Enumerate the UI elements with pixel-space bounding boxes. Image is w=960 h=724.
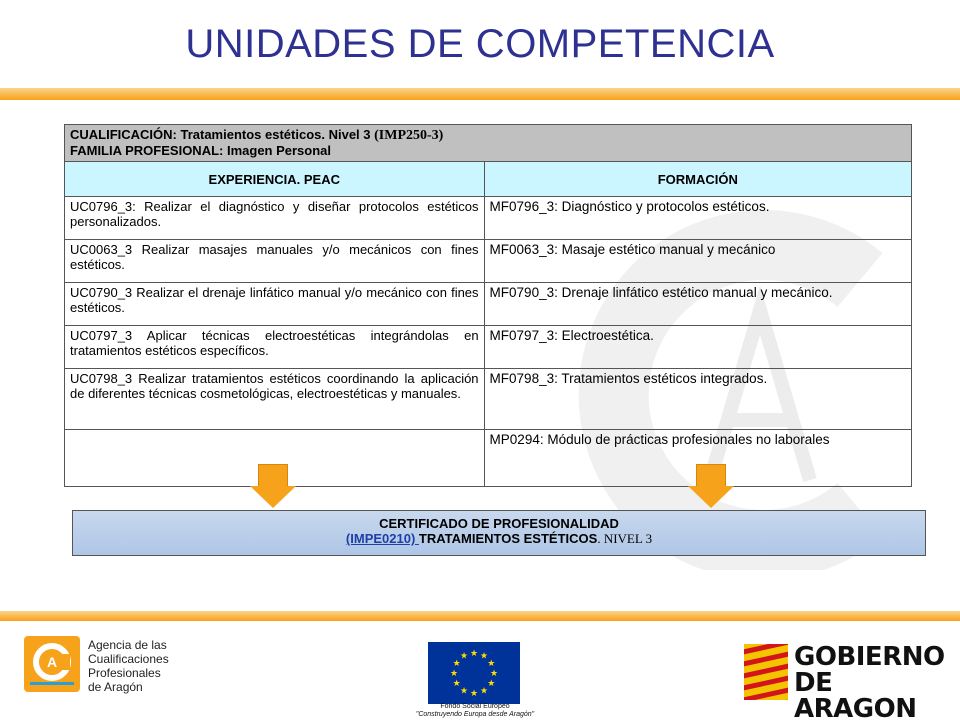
module-cell: MF0796_3: Diagnóstico y protocolos estéticos. — [484, 197, 911, 240]
qualification-code: (IMP250-3) — [374, 128, 444, 143]
aca-line: Profesionales — [88, 666, 161, 680]
gobierno-aragon-text — [794, 644, 945, 722]
eu-flag-icon — [428, 642, 520, 704]
table-row — [65, 326, 912, 369]
svg-text:A: A — [46, 654, 58, 670]
module-cell: MF0798_3: Tratamientos estéticos integrados. — [484, 369, 911, 430]
eu-star-icon: ★ — [452, 658, 461, 668]
table-row — [65, 430, 912, 487]
eu-star-icon: ★ — [449, 668, 459, 678]
eu-star-icon: ★ — [469, 688, 479, 698]
unit-cell: UC0790_3 Realizar el drenaje linfático manual y/o mecánico con fines estéticos. — [65, 283, 485, 326]
eu-star-icon: ★ — [459, 685, 469, 696]
arrow-down-icon — [250, 464, 296, 508]
aca-line: Cualificaciones — [88, 652, 169, 666]
unit-cell: UC0796_3: Realizar el diagnóstico y diseñar protocolos estéticos personalizados. — [65, 197, 485, 240]
competency-table — [64, 124, 912, 487]
table-row — [65, 283, 912, 326]
bottom-orange-bar — [0, 611, 960, 621]
eu-star-icon: ★ — [487, 678, 496, 688]
certificate-line — [73, 531, 925, 547]
column-header-row — [65, 162, 912, 197]
top-orange-bar — [0, 88, 960, 100]
eu-star-icon: ★ — [452, 678, 461, 688]
page-title: UNIDADES DE COMPETENCIA — [185, 22, 775, 66]
family-label: FAMILIA PROFESIONAL — [70, 143, 220, 158]
gob-line: DE ARAGON — [794, 668, 917, 724]
gobierno-aragon-logo — [744, 642, 945, 724]
eu-star-icon: ★ — [469, 648, 479, 658]
certificate-box — [72, 510, 926, 556]
unit-cell: UC0063_3 Realizar masajes manuales y/o mecánicos con fines estéticos. — [65, 240, 485, 283]
qualification-label: CUALIFICACIÓN — [70, 127, 173, 142]
table-row — [65, 240, 912, 283]
eu-caption-line1: Fondo Social Europeo — [440, 703, 510, 710]
qualification-header-row — [65, 125, 912, 162]
module-cell: MF0063_3: Masaje estético manual y mecánico — [484, 240, 911, 283]
eu-star-icon: ★ — [487, 658, 496, 668]
eu-star-icon: ★ — [479, 685, 489, 696]
eu-caption-line2: "Construyendo Europa desde Aragón" — [415, 711, 535, 718]
certificate-name: TRATAMIENTOS ESTÉTICOS — [418, 531, 598, 546]
certificate-heading: CERTIFICADO DE PROFESIONALIDAD — [379, 516, 619, 531]
arrow-down-icon — [688, 464, 734, 508]
aca-line: de Aragón — [88, 680, 143, 694]
family-value: : Imagen Personal — [219, 143, 332, 158]
eu-star-icon: ★ — [459, 650, 469, 661]
table-row — [65, 197, 912, 240]
unit-cell: UC0797_3 Aplicar técnicas electroestéticas integrándolas en tratamientos estéticos específicos. — [65, 326, 485, 369]
aca-line: Agencia de las — [88, 638, 167, 652]
aca-emblem-icon — [24, 636, 80, 692]
eu-caption — [405, 703, 545, 719]
column-header-experience: EXPERIENCIA. PEAC — [65, 162, 485, 197]
unit-cell: UC0798_3 Realizar tratamientos estéticos coordinando la aplicación de diferentes técnicas cosmetológicas, electroestéticas y manuales. — [65, 369, 485, 430]
gob-line: GOBIERNO — [794, 642, 945, 672]
aca-name — [88, 638, 169, 694]
aragon-flag-icon — [744, 644, 788, 700]
eu-star-icon: ★ — [489, 668, 499, 678]
module-cell: MP0294: Módulo de prácticas profesionales no laborales — [484, 430, 911, 487]
table-row — [65, 369, 912, 430]
certificate-level: . NIVEL 3 — [597, 531, 653, 546]
column-header-training: FORMACIÓN — [484, 162, 911, 197]
qualification-value: : Tratamientos estéticos. Nivel 3 — [172, 127, 375, 142]
qualification-header — [65, 125, 912, 162]
module-cell: MF0790_3: Drenaje linfático estético manual y mecánico. — [484, 283, 911, 326]
module-cell: MF0797_3: Electroestética. — [484, 326, 911, 369]
certificate-code-link[interactable]: (IMPE0210) — [345, 531, 419, 546]
aca-logo — [24, 636, 224, 700]
eu-star-icon: ★ — [479, 650, 489, 661]
